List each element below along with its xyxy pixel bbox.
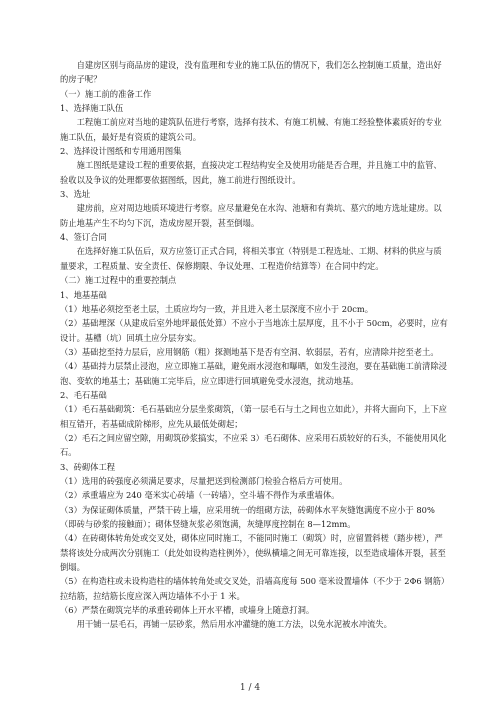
list-item: （4）在砖砌体转角处或交叉处，砌体应同时施工，不能同时施工（砌筑）时，应留置斜槎（踏步槎），严禁将该处分成两次分别施工（此处如设构造柱例外），使纵横墙之间无可靠连接，以至造成墙体开裂，甚至倒塌。 <box>60 533 446 573</box>
list-item: （4）基础持力层禁止浸泡，应立即施工基础，避免雨水浸泡和曝晒，如发生浸泡，要在基础施工前清除浸泡、变软的地基土；基础施工完毕后，应立即进行回填避免受水浸泡，扰动地基。 <box>60 361 447 386</box>
list-item: （2）基础埋深（从建成后室外地坪最低处算）不应小于当地冻土层厚度，且不小于 50cm，必要时，应有设计。基槽（坑）回填土应分层夯实。 <box>60 318 448 343</box>
body-paragraph: 施工图纸是建设工程的重要依据，直接决定工程结构安全及使用功能是否合理，并且施工中的监管、验收以及争议的处理都要依据图纸，因此，施工前进行图纸设计。 <box>60 160 442 185</box>
section-heading: 4、签订合同 <box>60 232 107 243</box>
list-item: （2）毛石之间应留空隙，用砌筑砂浆搞实，不应采 3）毛石砌体、应采用石质较好的石头，不能使用风化石。 <box>60 432 447 458</box>
list-item: （1）地基必须挖至老土层，土质应均匀一致，并且进入老土层深度不应小于 20cm。 <box>60 303 374 314</box>
body-paragraph: 建房前，应对周边地质环境进行考察。应尽量避免在水沟、池塘和有粪坑、墓穴的地方选址建房。以防止地基产生不均匀下沉，造成房屋开裂，甚至倒塌。 <box>60 203 442 228</box>
section-heading: 1、选择施工队伍 <box>60 103 124 114</box>
section-heading: 2、毛石基础 <box>60 389 107 400</box>
body-paragraph: 自建房区别与商品房的建设，没有监理和专业的施工队伍的情况下，我们怎么控制施工质量，造出好的房子呢？ <box>60 60 442 85</box>
document-body <box>60 58 448 632</box>
section-heading: （一）施工前的准备工作 <box>60 88 152 99</box>
section-heading: 3、砖砌体工程 <box>60 461 116 472</box>
section-heading: 2、选择设计图纸和专用通用图集 <box>60 146 182 157</box>
list-item: （1）选用的砖强度必须满足要求，尽量把送到检测部门检验合格后方可使用。 <box>60 475 348 486</box>
list-item: （5）在构造柱或未设构造柱的墙体转角处或交叉处，沿墙高度每 500 毫米设置墙体（不少于 2Φ6 钢筋）拉结筋，拉结筋长度应深入两边墙体不小于 1 米。 <box>60 576 446 601</box>
section-heading: （二）施工过程中的重要控制点 <box>60 275 177 286</box>
list-item: （1）毛石基础砌筑：毛石基础应分层坐浆砌筑，（第一层毛石与土之间也立如此），并将大面向下，上下应相互错开，若基础成阶梯形，应先从最低处砌起； <box>60 404 447 429</box>
section-heading: 3、选址 <box>60 189 91 200</box>
page-number: 1 / 4 <box>239 683 261 693</box>
list-item: （3）为保证砌体质量，严禁干砖上墙，应采用统一的组砌方法，砖砌体水平灰缝饱满度不应小于 80%（即砖与砂浆的接触面）；砌体竖缝灰浆必须饱满，灰缝厚度控制在 8—12mm。 <box>60 504 435 529</box>
list-item: （2）承重墙应为 240 毫米实心砖墙（一砖墙），空斗墙不得作为承重墙体。 <box>60 490 340 501</box>
body-paragraph: 用干铺一层毛石，再铺一层砂浆，然后用水冲灌缝的施工方法，以免水泥被水冲流失。 <box>76 619 392 630</box>
body-paragraph: 工程施工前应对当地的建筑队伍进行考察，选择有技术、有施工机械、有施工经验整体素质好的专业施工队伍，最好是有资质的建筑公司。 <box>60 117 442 142</box>
list-item: （3）基础挖至持力层后，应用钢筋（粗）探测地基下是否有空洞、软弱层，若有，应清除并挖至老土。 <box>60 346 439 357</box>
section-heading: 1、地基基础 <box>60 289 107 300</box>
body-paragraph: 在选择好施工队伍后，双方应签订正式合同，将相关事宜（特别是工程选址、工期、材料的供应与质量要求，工程质量、安全责任、保修期限、争议处理、工程造价结算等）在合同中约定。 <box>60 246 442 271</box>
list-item: （6）严禁在砌筑完毕的承重砖砌体上开水平槽，或墙身上随意打洞。 <box>60 605 315 616</box>
